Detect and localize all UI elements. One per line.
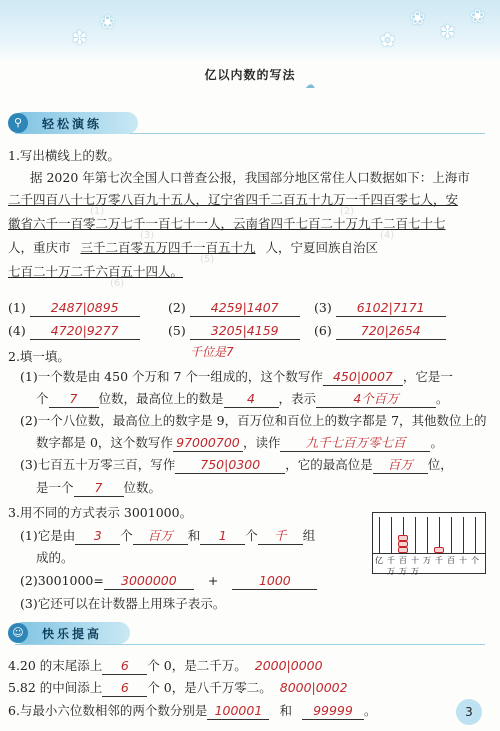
abacus-label: 十万 bbox=[411, 556, 419, 576]
q2-line bbox=[20, 369, 453, 386]
q3-text: 组 bbox=[302, 528, 316, 543]
page-title: 亿以内数的写法 bbox=[204, 68, 296, 82]
answer-number: (5) bbox=[168, 323, 186, 338]
q1-text: 人，重庆市 bbox=[8, 240, 71, 255]
q3-title: 3.用不同的方式表示 3001000。 bbox=[8, 505, 193, 520]
abacus-label: 百 bbox=[447, 556, 455, 565]
answer-field[interactable]: 7 bbox=[74, 480, 124, 497]
snowflake-icon: ✽ bbox=[440, 22, 456, 43]
answer-field[interactable]: 750|0300 bbox=[175, 457, 285, 474]
q6-text: 和 bbox=[279, 703, 292, 718]
q1-text: 人，宁夏回族自治区 bbox=[265, 240, 379, 255]
q6-text: 。 bbox=[363, 703, 377, 718]
abacus-bead bbox=[398, 541, 408, 547]
answer-field[interactable]: 100001 bbox=[207, 703, 269, 720]
section-label: 快乐提高 bbox=[42, 627, 103, 641]
answer-field[interactable]: 3205|4159 bbox=[190, 323, 300, 340]
q2-text: 位数，最高位上的数是 bbox=[98, 391, 224, 406]
q2-text: 位数。 bbox=[123, 480, 162, 495]
snowflake-icon: ❀ bbox=[470, 6, 486, 27]
q3-text: 和 bbox=[187, 528, 201, 543]
abacus-rod bbox=[391, 517, 392, 553]
q2-text: (1)一个数是由 450 个万和 7 个一组成的，这个数写作 bbox=[20, 369, 323, 384]
q2-line bbox=[36, 391, 449, 408]
q1-paragraph-line: 七百二十万二千六百五十四人。 bbox=[8, 264, 184, 279]
q2-text: 位， bbox=[427, 457, 453, 472]
abacus-label: 个 bbox=[471, 556, 479, 565]
q2-text: 。 bbox=[430, 435, 443, 450]
q2-text: (3)七百五十万零三百，写作 bbox=[20, 457, 176, 472]
abacus-rod bbox=[379, 517, 380, 553]
underline-mark: (4) bbox=[380, 230, 395, 241]
handwritten-answer: 2000|0000 bbox=[254, 658, 323, 673]
q1-paragraph-line: 徽省六千一百零二万七千一百七十一人，云南省四千七百二十万九千二百七十七 bbox=[8, 216, 446, 231]
answer-field[interactable]: 99999 bbox=[302, 703, 364, 720]
q2-text: ，读作 bbox=[242, 435, 281, 450]
snowflake-icon: ✽ bbox=[72, 28, 88, 49]
answer-item bbox=[314, 323, 446, 340]
section-tab-easy-practice bbox=[12, 112, 138, 134]
q3-text: (2)3001000= bbox=[20, 573, 104, 588]
underline-mark: (6) bbox=[110, 278, 125, 289]
q5-text: 个 0，是八千万零二。 bbox=[147, 680, 272, 695]
abacus-label: 万 bbox=[423, 556, 431, 565]
answer-number: (1) bbox=[8, 300, 26, 315]
snowflake-icon: ❀ bbox=[410, 8, 426, 29]
answer-item bbox=[8, 300, 140, 317]
abacus-rod bbox=[451, 517, 452, 553]
q2-text: 。 bbox=[436, 391, 449, 406]
abacus-label: 亿 bbox=[375, 556, 383, 565]
answer-number: (4) bbox=[8, 323, 26, 338]
answer-item bbox=[314, 300, 446, 317]
q1-paragraph-line: 二千四百八十七万零八百九十五人，辽宁省四千二百五十九万一千四百零七人，安 bbox=[8, 192, 459, 207]
answer-number: (6) bbox=[314, 323, 332, 338]
q2-text: ，表示 bbox=[278, 391, 317, 406]
answer-field[interactable]: 百万 bbox=[133, 528, 188, 545]
abacus-rod bbox=[427, 517, 428, 553]
q5-line bbox=[8, 680, 348, 697]
q6-line bbox=[8, 703, 376, 720]
q4-text: 个 0，是二千万。 bbox=[147, 658, 247, 673]
q6-text: 6.与最小六位数相邻的两个数分别是 bbox=[8, 703, 208, 718]
q2-line: (2)一个八位数，最高位上的数字是 9，百万位和百位上的数字都是 7，其他数位上的 bbox=[20, 413, 487, 428]
answer-field[interactable]: 6 bbox=[102, 680, 147, 697]
answer-field[interactable]: 4个百万 bbox=[316, 391, 436, 408]
handwritten-note: 千位是7 bbox=[190, 345, 234, 359]
q3-text: (1)它是由 bbox=[20, 528, 76, 543]
q3-text: 个 bbox=[245, 528, 258, 543]
q2-text: 个 bbox=[36, 391, 49, 406]
abacus-counter bbox=[372, 512, 486, 574]
answer-field[interactable]: 4 bbox=[224, 391, 279, 408]
abacus-label: 千 bbox=[435, 556, 443, 565]
answer-field[interactable]: 450|0007 bbox=[323, 369, 403, 386]
answer-field[interactable]: 6102|7171 bbox=[336, 300, 446, 317]
q5-text: 5.82 的中间添上 bbox=[8, 680, 103, 695]
answer-item bbox=[168, 300, 300, 317]
q1-text: 三千二百零五万四千一百五十九 bbox=[80, 240, 256, 255]
section-divider bbox=[15, 644, 485, 645]
answer-item bbox=[8, 323, 140, 340]
abacus-rod bbox=[475, 517, 476, 553]
abacus-bead bbox=[434, 547, 444, 553]
underline-mark: (2) bbox=[340, 206, 355, 217]
section-tab-happy-improve bbox=[12, 622, 130, 644]
q2-line bbox=[36, 480, 161, 497]
cloud-icon: ☁ bbox=[305, 80, 315, 91]
answer-number: (3) bbox=[314, 300, 332, 315]
q2-text: ，它的最高位是 bbox=[285, 457, 373, 472]
q1-title: 1.写出横线上的数。 bbox=[8, 148, 120, 163]
q2-text: 数字都是 0，这个数写作 bbox=[36, 435, 173, 450]
abacus-label: 千万 bbox=[387, 556, 395, 576]
q1-paragraph-line bbox=[8, 240, 378, 256]
q3-line: 成的。 bbox=[36, 550, 74, 565]
q2-line bbox=[36, 435, 443, 452]
section-label: 轻松演练 bbox=[42, 117, 103, 131]
snowflake-icon: ✿ bbox=[380, 30, 396, 51]
q2-title: 2.填一填。 bbox=[8, 349, 70, 364]
underline-mark: (3) bbox=[140, 230, 155, 241]
answer-field[interactable]: 九千七百万零七百 bbox=[280, 435, 430, 452]
answer-field[interactable]: 1 bbox=[200, 528, 245, 545]
q4-text: 4.20 的末尾添上 bbox=[8, 658, 103, 673]
underline-mark: (5) bbox=[200, 254, 215, 265]
answer-field[interactable]: 4720|9277 bbox=[30, 323, 140, 340]
answer-field[interactable]: 千 bbox=[258, 528, 303, 545]
answer-item bbox=[168, 323, 300, 340]
q3-line bbox=[20, 528, 315, 545]
q3-text: + bbox=[207, 573, 219, 588]
q4-line bbox=[8, 658, 323, 675]
underline-mark: (1) bbox=[90, 206, 105, 217]
q1-paragraph-line: 据 2020 年第七次全国人口普查公报，我国部分地区常住人口数据如下：上海市 bbox=[30, 170, 470, 185]
answer-field[interactable]: 720|2654 bbox=[336, 323, 446, 340]
snowflake-icon: ❀ bbox=[100, 12, 116, 33]
abacus-base bbox=[373, 553, 485, 554]
q2-text: ，它是一 bbox=[402, 369, 453, 384]
abacus-bead bbox=[398, 535, 408, 541]
answer-field[interactable]: 3 bbox=[75, 528, 120, 545]
answer-field[interactable]: 1000 bbox=[232, 573, 317, 590]
answer-field[interactable]: 4259|1407 bbox=[190, 300, 300, 317]
q2-text: 是一个 bbox=[36, 480, 74, 495]
abacus-label: 十 bbox=[459, 556, 467, 565]
answer-field[interactable]: 6 bbox=[102, 658, 147, 675]
abacus-rod bbox=[463, 517, 464, 553]
abacus-label: 百万 bbox=[399, 556, 407, 576]
abacus-rod bbox=[415, 517, 416, 553]
q2-line bbox=[20, 457, 453, 474]
answer-field[interactable]: 7 bbox=[49, 391, 99, 408]
q3-line: (3)它还可以在计数器上用珠子表示。 bbox=[20, 596, 226, 611]
page-number: 3 bbox=[456, 699, 482, 725]
answer-field[interactable]: 2487|0895 bbox=[30, 300, 140, 317]
abacus-bead bbox=[398, 547, 408, 553]
answer-field[interactable]: 3000000 bbox=[104, 573, 194, 590]
answer-field[interactable]: 百万 bbox=[373, 457, 428, 474]
magnifier-icon: ⚲ bbox=[8, 113, 28, 133]
q3-line bbox=[20, 573, 317, 590]
answer-field[interactable]: 97000700 bbox=[173, 435, 243, 452]
smile-icon: ☺ bbox=[8, 623, 28, 643]
answer-number: (2) bbox=[168, 300, 186, 315]
q3-text: 个 bbox=[120, 528, 133, 543]
handwritten-answer: 8000|0002 bbox=[279, 680, 348, 695]
